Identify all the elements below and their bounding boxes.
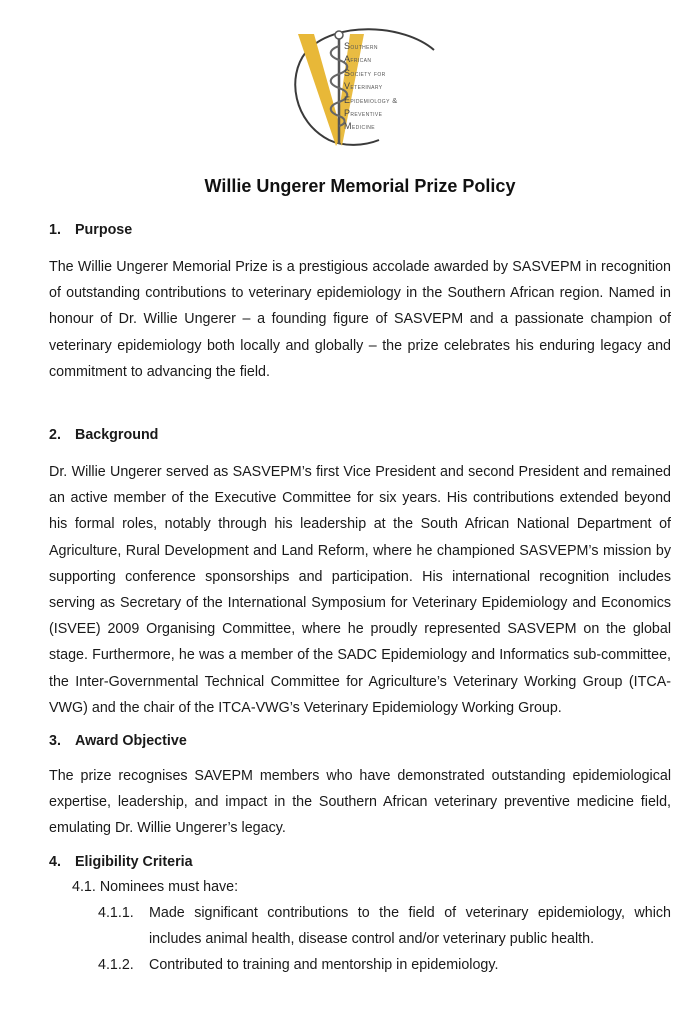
list-item-4-1-1: 4.1.1. Made significant contributions to the field of veterinary epidemiology, which includes animal health, disease control and/or veterinary public health. [98,904,671,947]
list-item-4-1-2: 4.1.2. Contributed to training and mentorship in epidemiology. [98,957,499,974]
document-title: Willie Ungerer Memorial Prize Policy [204,176,516,196]
section-heading-eligibility: 4. Eligibility Criteria [49,853,193,870]
list-item-4-1: 4.1. Nominees must have: [72,878,239,895]
section-heading-background: 2. Background [49,427,159,444]
section-body-background: Dr. Willie Ungerer served as SASVEPM’s first Vice President and second President and remained an active member of the Executive Committee for six years. His contributions extended beyond his formal roles, notably through his leadership at the South African National Department of Agriculture, Rural Development and Land Reform, where he championed SASVEPM’s mission by supporting conference sponsorships and participation. His international recognition includes serving as Secretary of the International Symposium for Veterinary Epidemiology and Economics (ISVEE) 2009 Organising Committee, where he proudly represented SASVEPM on the global stage. Furthermore, he was a member of the SADC Epidemiology and Informatics sub-committee, the Inter-Governmental Technical Committee for Agriculture’s Veterinary Working Group (ITCA-VWG) and the chair of the ITCA-VWG’s Veterinary Epidemiology Working Group. [49,464,671,716]
document-body [49,220,671,978]
section-heading-purpose: 1. Purpose [49,222,133,238]
logo-wordmark: Southern African Society for Veterinary Epidemiology & Preventive Medicine [344,41,398,132]
section-body-purpose: The Willie Ungerer Memorial Prize is a prestigious accolade awarded by SASVEPM in recognition of outstanding contributions to veterinary epidemiology in the Southern African region. Named in honour of Dr. Willie Ungerer – a founding figure of SASVEPM and a passionate champion of veterinary epidemiology both locally and globally – the prize celebrates his enduring legacy and commitment to advancing the field. [49,259,671,380]
section-heading-award-objective: 3. Award Objective [49,733,187,750]
sasvepm-logo [284,22,444,148]
section-body-award-objective: The prize recognises SAVEPM members who have demonstrated outstanding epidemiological expertise, leadership, and impact in the Southern African veterinary preventive medicine field, emulating Dr. Willie Ungerer’s legacy. [49,768,671,837]
